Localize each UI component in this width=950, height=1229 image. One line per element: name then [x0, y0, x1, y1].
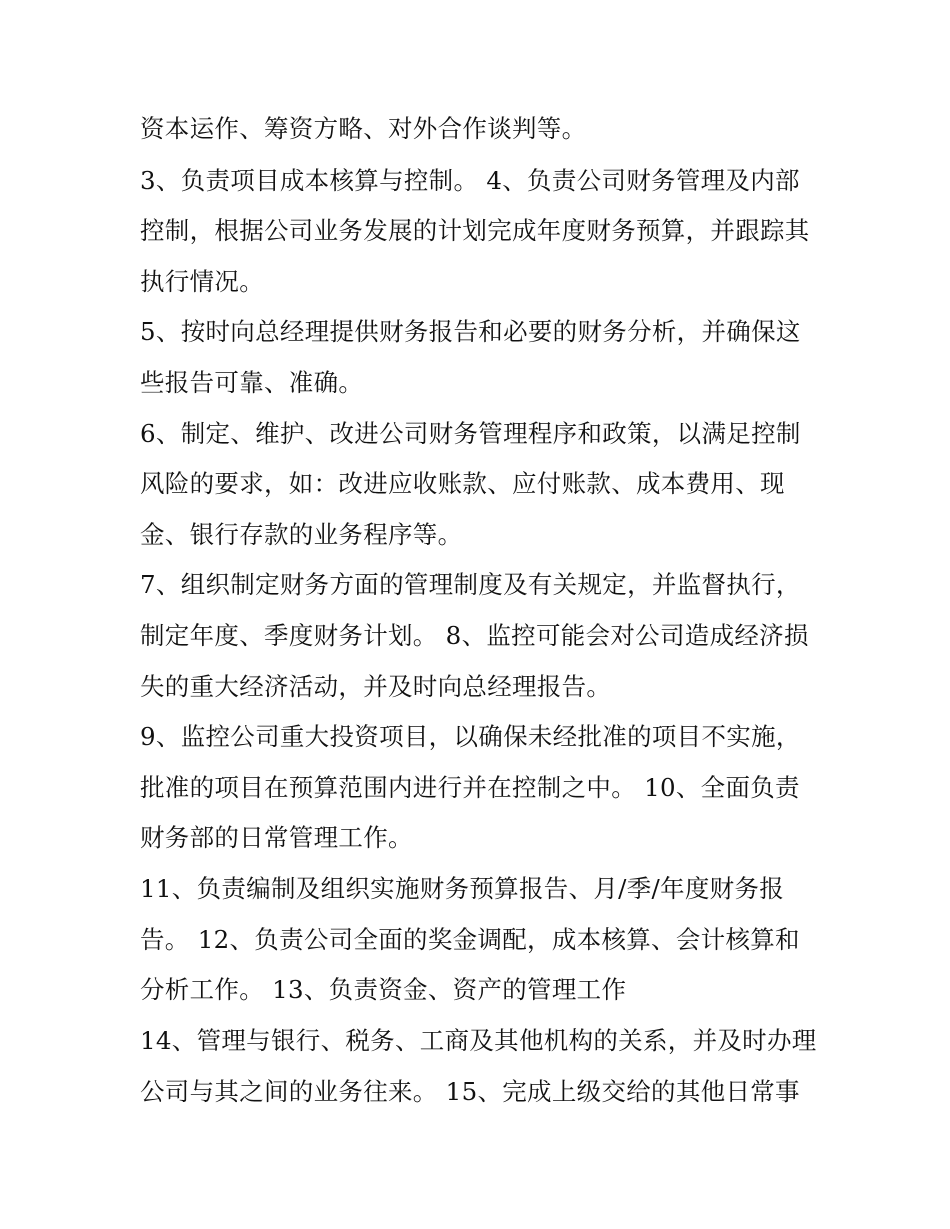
text-line: 些报告可靠、准确。 [140, 368, 364, 397]
text-line: 资本运作、筹资方略、对外合作谈判等。 [140, 114, 587, 143]
text-line: 告。 12、负责公司全面的奖金调配，成本核算、会计核算和 [140, 925, 800, 954]
text-line: 失的重大经济活动，并及时向总经理报告。 [140, 672, 612, 701]
text-line: 3、负责项目成本核算与控制。 4、负责公司财务管理及内部 [140, 166, 800, 195]
text-line: 财务部的日常管理工作。 [140, 823, 413, 852]
text-line: 执行情况。 [140, 267, 264, 296]
text-line: 9、监控公司重大投资项目，以确保未经批准的项目不实施， [140, 722, 801, 751]
text-line: 7、组织制定财务方面的管理制度及有关规定，并监督执行， [140, 570, 801, 599]
text-line: 金、银行存款的业务程序等。 [140, 520, 463, 549]
text-line: 风险的要求，如：改进应收账款、应付账款、成本费用、现 [140, 469, 785, 498]
text-line: 11、负责编制及组织实施财务预算报告、月/季/年度财务报 [140, 874, 785, 903]
text-line: 5、按时向总经理提供财务报告和必要的财务分析，并确保这 [140, 317, 801, 346]
text-line: 控制，根据公司业务发展的计划完成年度财务预算，并跟踪其 [140, 216, 810, 245]
text-line: 6、制定、维护、改进公司财务管理程序和政策，以满足控制 [140, 419, 801, 448]
text-line: 14、管理与银行、税务、工商及其他机构的关系，并及时办理 [140, 1026, 817, 1055]
text-line: 分析工作。 13、负责资金、资产的管理工作 [140, 975, 627, 1004]
text-line: 批准的项目在预算范围内进行并在控制之中。 10、全面负责 [140, 773, 800, 802]
text-line: 制定年度、季度财务计划。 8、监控可能会对公司造成经济损 [140, 621, 809, 650]
text-line: 公司与其之间的业务往来。 15、完成上级交给的其他日常事 [140, 1077, 800, 1106]
